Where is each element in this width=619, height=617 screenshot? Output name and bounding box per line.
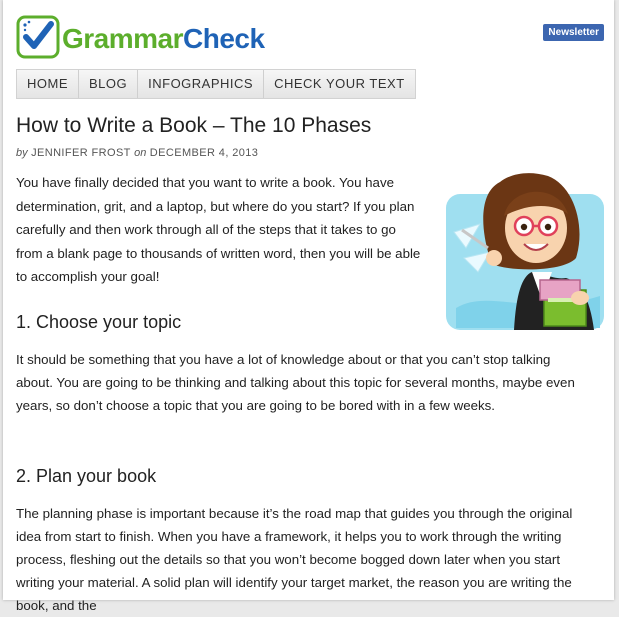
checkmark-logo-icon: [16, 15, 60, 59]
nav-item-infographics[interactable]: INFOGRAPHICS: [138, 70, 264, 98]
section-body-choose-topic: It should be something that you have a lot of knowledge about or that you can’t stop talking about. You are going to be thinking and talking about this topic for several months, maybe even years, so don’t choose a topic that you are going to be bored with in a few weeks.: [16, 352, 575, 413]
nav-item-blog[interactable]: BLOG: [79, 70, 138, 98]
logo-text-grammar: Grammar: [62, 23, 184, 54]
section-heading-choose-topic: 1. Choose your topic: [16, 312, 182, 332]
article-date: DECEMBER 4, 2013: [149, 147, 259, 159]
article-title: How to Write a Book – The 10 Phases: [16, 114, 372, 137]
article-byline: [16, 147, 258, 159]
newsletter-button[interactable]: Newsletter: [543, 24, 604, 41]
author-link[interactable]: JENNIFER FROST: [31, 147, 131, 159]
byline-on: on: [134, 147, 147, 159]
section-heading-plan-book: 2. Plan your book: [16, 466, 157, 486]
page: [3, 0, 614, 613]
site-logo[interactable]: [16, 15, 276, 63]
nav-item-check-your-text[interactable]: CHECK YOUR TEXT: [274, 76, 405, 91]
nav-item-home[interactable]: HOME: [17, 70, 79, 98]
teacher-illustration-icon: [440, 168, 608, 336]
logo-text-check: Check: [183, 23, 265, 54]
main-nav: [16, 69, 416, 99]
intro-paragraph: You have finally decided that you want to write a book. You have determination, grit, and a laptop, but where do you start? If you plan carefully and then work through all of the steps that it takes to go from a blank page to thousands of written word, then you will be able to accomplish your goal!: [16, 175, 421, 284]
logo-text: [62, 23, 265, 55]
byline-by: by: [16, 147, 28, 159]
section-body-plan-book: The planning phase is important because it’s the road map that guides you through the original idea from start to finish. When you have a framework, it helps you to work through the writing process, fleshing out the details so that you won’t become bogged down later when you start writing your material. A solid plan will identify your target market, the reason you are writing the book, and the: [16, 506, 573, 613]
